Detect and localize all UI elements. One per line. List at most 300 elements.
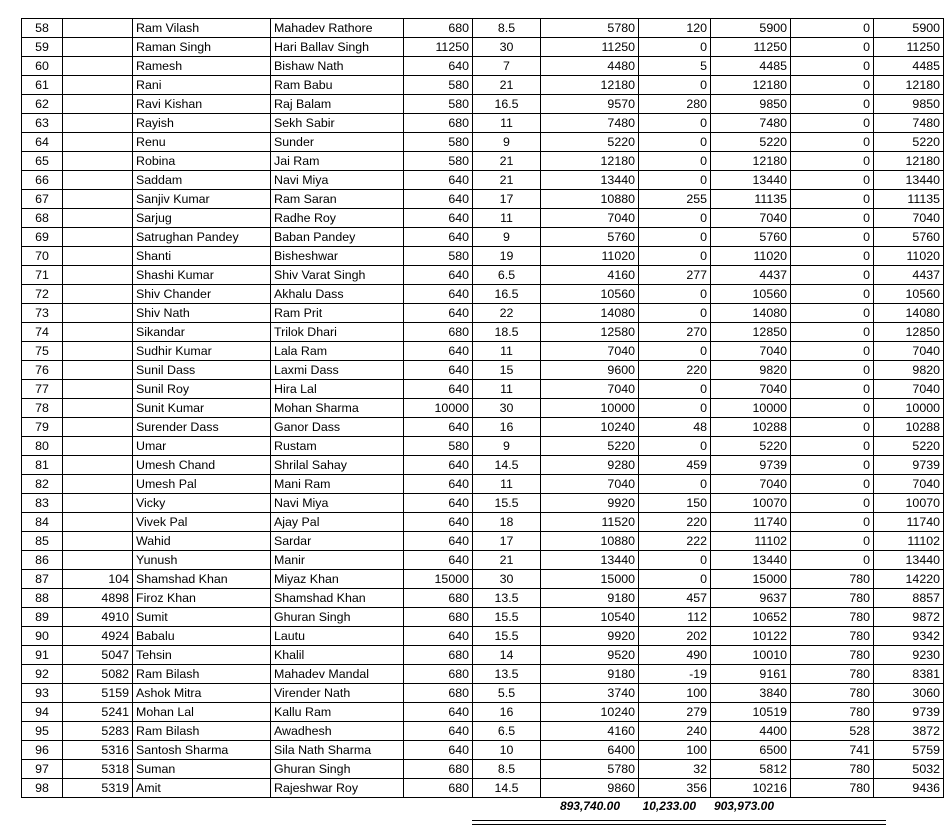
total-amount: 893,740.00 bbox=[559, 799, 620, 813]
cell-serial: 65 bbox=[22, 152, 63, 171]
cell-adjustment: 0 bbox=[639, 380, 711, 399]
cell-father-name: Sardar bbox=[271, 532, 404, 551]
cell-net: 14080 bbox=[874, 304, 944, 323]
cell-father-name: Mahadev Mandal bbox=[271, 665, 404, 684]
cell-rate: 640 bbox=[404, 532, 473, 551]
cell-emp-code bbox=[63, 304, 133, 323]
table-row bbox=[22, 418, 944, 437]
cell-rate: 640 bbox=[404, 190, 473, 209]
cell-deduction: 528 bbox=[791, 722, 874, 741]
table-row bbox=[22, 171, 944, 190]
cell-rate: 640 bbox=[404, 361, 473, 380]
cell-emp-code: 5082 bbox=[63, 665, 133, 684]
cell-days: 16.5 bbox=[473, 95, 541, 114]
cell-father-name: Ram Prit bbox=[271, 304, 404, 323]
cell-adjustment: 222 bbox=[639, 532, 711, 551]
cell-serial: 74 bbox=[22, 323, 63, 342]
cell-days: 11 bbox=[473, 342, 541, 361]
cell-adjustment: 32 bbox=[639, 760, 711, 779]
cell-emp-code: 5319 bbox=[63, 779, 133, 798]
cell-adjustment: 240 bbox=[639, 722, 711, 741]
cell-emp-code: 4898 bbox=[63, 589, 133, 608]
cell-name: Rani bbox=[133, 76, 271, 95]
cell-adjustment: 0 bbox=[639, 570, 711, 589]
cell-days: 11 bbox=[473, 209, 541, 228]
cell-serial: 85 bbox=[22, 532, 63, 551]
cell-rate: 680 bbox=[404, 760, 473, 779]
cell-gross: 5900 bbox=[711, 19, 791, 38]
cell-adjustment: 0 bbox=[639, 38, 711, 57]
cell-father-name: Ram Saran bbox=[271, 190, 404, 209]
table-row bbox=[22, 646, 944, 665]
cell-rate: 580 bbox=[404, 247, 473, 266]
total-gross: 903,973.00 bbox=[713, 799, 774, 813]
cell-emp-code bbox=[63, 399, 133, 418]
cell-serial: 58 bbox=[22, 19, 63, 38]
table-row bbox=[22, 532, 944, 551]
cell-father-name: Lala Ram bbox=[271, 342, 404, 361]
cell-amount: 11020 bbox=[541, 247, 639, 266]
cell-days: 17 bbox=[473, 532, 541, 551]
cell-name: Surender Dass bbox=[133, 418, 271, 437]
cell-rate: 640 bbox=[404, 513, 473, 532]
cell-name: Babalu bbox=[133, 627, 271, 646]
cell-gross: 5812 bbox=[711, 760, 791, 779]
cell-net: 9850 bbox=[874, 95, 944, 114]
cell-adjustment: 100 bbox=[639, 684, 711, 703]
cell-amount: 11520 bbox=[541, 513, 639, 532]
cell-days: 15.5 bbox=[473, 494, 541, 513]
cell-father-name: Lautu bbox=[271, 627, 404, 646]
cell-gross: 10010 bbox=[711, 646, 791, 665]
cell-name: Yunush bbox=[133, 551, 271, 570]
cell-days: 6.5 bbox=[473, 266, 541, 285]
cell-emp-code: 4910 bbox=[63, 608, 133, 627]
cell-name: Sunit Kumar bbox=[133, 399, 271, 418]
cell-amount: 10880 bbox=[541, 190, 639, 209]
cell-days: 11 bbox=[473, 475, 541, 494]
cell-serial: 81 bbox=[22, 456, 63, 475]
cell-father-name: Baban Pandey bbox=[271, 228, 404, 247]
cell-emp-code bbox=[63, 114, 133, 133]
cell-amount: 9280 bbox=[541, 456, 639, 475]
cell-gross: 10560 bbox=[711, 285, 791, 304]
cell-amount: 7040 bbox=[541, 380, 639, 399]
cell-days: 5.5 bbox=[473, 684, 541, 703]
cell-name: Mohan Lal bbox=[133, 703, 271, 722]
cell-father-name: Navi Miya bbox=[271, 171, 404, 190]
table-row bbox=[22, 570, 944, 589]
cell-amount: 10000 bbox=[541, 399, 639, 418]
table-row bbox=[22, 190, 944, 209]
cell-deduction: 780 bbox=[791, 608, 874, 627]
cell-days: 18 bbox=[473, 513, 541, 532]
cell-gross: 7480 bbox=[711, 114, 791, 133]
cell-adjustment: 0 bbox=[639, 247, 711, 266]
cell-gross: 10288 bbox=[711, 418, 791, 437]
cell-emp-code bbox=[63, 76, 133, 95]
table-row bbox=[22, 665, 944, 684]
cell-name: Vivek Pal bbox=[133, 513, 271, 532]
cell-serial: 59 bbox=[22, 38, 63, 57]
cell-name: Sumit bbox=[133, 608, 271, 627]
cell-days: 30 bbox=[473, 399, 541, 418]
cell-rate: 640 bbox=[404, 494, 473, 513]
cell-father-name: Khalil bbox=[271, 646, 404, 665]
cell-deduction: 0 bbox=[791, 285, 874, 304]
cell-amount: 7040 bbox=[541, 342, 639, 361]
cell-emp-code bbox=[63, 247, 133, 266]
cell-serial: 60 bbox=[22, 57, 63, 76]
table-row bbox=[22, 779, 944, 798]
cell-days: 16 bbox=[473, 418, 541, 437]
cell-amount: 9920 bbox=[541, 494, 639, 513]
cell-adjustment: 220 bbox=[639, 361, 711, 380]
cell-amount: 12180 bbox=[541, 76, 639, 95]
table-row bbox=[22, 323, 944, 342]
table-row bbox=[22, 399, 944, 418]
table-row bbox=[22, 304, 944, 323]
cell-serial: 76 bbox=[22, 361, 63, 380]
cell-gross: 12180 bbox=[711, 76, 791, 95]
cell-father-name: Radhe Roy bbox=[271, 209, 404, 228]
cell-days: 9 bbox=[473, 133, 541, 152]
cell-deduction: 0 bbox=[791, 551, 874, 570]
cell-emp-code bbox=[63, 418, 133, 437]
cell-deduction: 0 bbox=[791, 57, 874, 76]
cell-serial: 64 bbox=[22, 133, 63, 152]
cell-adjustment: 457 bbox=[639, 589, 711, 608]
table-row bbox=[22, 703, 944, 722]
cell-father-name: Bisheshwar bbox=[271, 247, 404, 266]
cell-serial: 90 bbox=[22, 627, 63, 646]
cell-emp-code bbox=[63, 551, 133, 570]
cell-deduction: 0 bbox=[791, 209, 874, 228]
cell-amount: 4160 bbox=[541, 722, 639, 741]
cell-name: Ram Bilash bbox=[133, 722, 271, 741]
cell-name: Raman Singh bbox=[133, 38, 271, 57]
cell-father-name: Ajay Pal bbox=[271, 513, 404, 532]
cell-name: Vicky bbox=[133, 494, 271, 513]
cell-adjustment: 0 bbox=[639, 133, 711, 152]
cell-net: 5760 bbox=[874, 228, 944, 247]
cell-adjustment: 0 bbox=[639, 551, 711, 570]
cell-father-name: Ganor Dass bbox=[271, 418, 404, 437]
cell-adjustment: 490 bbox=[639, 646, 711, 665]
cell-adjustment: 0 bbox=[639, 285, 711, 304]
cell-adjustment: 0 bbox=[639, 304, 711, 323]
cell-deduction: 0 bbox=[791, 247, 874, 266]
cell-serial: 72 bbox=[22, 285, 63, 304]
cell-amount: 5760 bbox=[541, 228, 639, 247]
cell-emp-code bbox=[63, 19, 133, 38]
cell-days: 14.5 bbox=[473, 456, 541, 475]
cell-days: 8.5 bbox=[473, 760, 541, 779]
cell-amount: 12580 bbox=[541, 323, 639, 342]
cell-serial: 70 bbox=[22, 247, 63, 266]
cell-deduction: 0 bbox=[791, 171, 874, 190]
cell-net: 11102 bbox=[874, 532, 944, 551]
cell-father-name: Mohan Sharma bbox=[271, 399, 404, 418]
cell-emp-code bbox=[63, 342, 133, 361]
cell-rate: 680 bbox=[404, 608, 473, 627]
cell-deduction: 780 bbox=[791, 627, 874, 646]
cell-father-name: Laxmi Dass bbox=[271, 361, 404, 380]
cell-amount: 5220 bbox=[541, 437, 639, 456]
cell-rate: 580 bbox=[404, 76, 473, 95]
cell-adjustment: 0 bbox=[639, 342, 711, 361]
cell-days: 14.5 bbox=[473, 779, 541, 798]
cell-net: 9739 bbox=[874, 703, 944, 722]
cell-name: Sanjiv Kumar bbox=[133, 190, 271, 209]
cell-days: 16.5 bbox=[473, 285, 541, 304]
cell-days: 8.5 bbox=[473, 19, 541, 38]
cell-emp-code bbox=[63, 380, 133, 399]
cell-gross: 9850 bbox=[711, 95, 791, 114]
cell-emp-code bbox=[63, 532, 133, 551]
cell-net: 11020 bbox=[874, 247, 944, 266]
cell-emp-code bbox=[63, 228, 133, 247]
cell-rate: 640 bbox=[404, 722, 473, 741]
cell-rate: 15000 bbox=[404, 570, 473, 589]
cell-emp-code bbox=[63, 209, 133, 228]
cell-father-name: Shrilal Sahay bbox=[271, 456, 404, 475]
cell-days: 21 bbox=[473, 171, 541, 190]
cell-days: 21 bbox=[473, 76, 541, 95]
cell-adjustment: 0 bbox=[639, 76, 711, 95]
cell-father-name: Ghuran Singh bbox=[271, 608, 404, 627]
cell-serial: 96 bbox=[22, 741, 63, 760]
cell-net: 8381 bbox=[874, 665, 944, 684]
table-row bbox=[22, 95, 944, 114]
cell-days: 22 bbox=[473, 304, 541, 323]
cell-name: Suman bbox=[133, 760, 271, 779]
cell-adjustment: 279 bbox=[639, 703, 711, 722]
cell-deduction: 0 bbox=[791, 266, 874, 285]
cell-name: Ashok Mitra bbox=[133, 684, 271, 703]
table-row bbox=[22, 247, 944, 266]
cell-name: Umesh Chand bbox=[133, 456, 271, 475]
cell-amount: 9600 bbox=[541, 361, 639, 380]
cell-rate: 10000 bbox=[404, 399, 473, 418]
cell-gross: 5220 bbox=[711, 437, 791, 456]
table-row bbox=[22, 437, 944, 456]
cell-deduction: 0 bbox=[791, 532, 874, 551]
cell-rate: 640 bbox=[404, 703, 473, 722]
cell-name: Sunil Roy bbox=[133, 380, 271, 399]
cell-emp-code bbox=[63, 95, 133, 114]
cell-deduction: 0 bbox=[791, 437, 874, 456]
cell-net: 7480 bbox=[874, 114, 944, 133]
table-row bbox=[22, 152, 944, 171]
cell-net: 12180 bbox=[874, 152, 944, 171]
cell-net: 5220 bbox=[874, 133, 944, 152]
cell-gross: 10122 bbox=[711, 627, 791, 646]
cell-name: Shiv Chander bbox=[133, 285, 271, 304]
cell-days: 13.5 bbox=[473, 665, 541, 684]
cell-adjustment: 202 bbox=[639, 627, 711, 646]
cell-serial: 94 bbox=[22, 703, 63, 722]
cell-deduction: 780 bbox=[791, 703, 874, 722]
cell-emp-code bbox=[63, 323, 133, 342]
cell-father-name: Ghuran Singh bbox=[271, 760, 404, 779]
cell-serial: 73 bbox=[22, 304, 63, 323]
cell-serial: 80 bbox=[22, 437, 63, 456]
table-row bbox=[22, 494, 944, 513]
cell-net: 9230 bbox=[874, 646, 944, 665]
cell-net: 3872 bbox=[874, 722, 944, 741]
totals-double-underline bbox=[472, 820, 886, 825]
cell-rate: 640 bbox=[404, 475, 473, 494]
cell-rate: 680 bbox=[404, 589, 473, 608]
cell-gross: 9820 bbox=[711, 361, 791, 380]
table-row bbox=[22, 589, 944, 608]
cell-rate: 640 bbox=[404, 741, 473, 760]
cell-name: Shashi Kumar bbox=[133, 266, 271, 285]
cell-net: 10000 bbox=[874, 399, 944, 418]
cell-adjustment: 459 bbox=[639, 456, 711, 475]
cell-adjustment: 100 bbox=[639, 741, 711, 760]
cell-name: Sudhir Kumar bbox=[133, 342, 271, 361]
table-row bbox=[22, 38, 944, 57]
cell-amount: 7040 bbox=[541, 209, 639, 228]
cell-father-name: Mani Ram bbox=[271, 475, 404, 494]
cell-serial: 93 bbox=[22, 684, 63, 703]
cell-serial: 63 bbox=[22, 114, 63, 133]
cell-father-name: Miyaz Khan bbox=[271, 570, 404, 589]
cell-deduction: 0 bbox=[791, 19, 874, 38]
cell-deduction: 0 bbox=[791, 114, 874, 133]
cell-rate: 640 bbox=[404, 456, 473, 475]
cell-adjustment: 150 bbox=[639, 494, 711, 513]
cell-emp-code: 104 bbox=[63, 570, 133, 589]
cell-rate: 640 bbox=[404, 57, 473, 76]
cell-father-name: Virender Nath bbox=[271, 684, 404, 703]
cell-amount: 9860 bbox=[541, 779, 639, 798]
cell-rate: 680 bbox=[404, 665, 473, 684]
cell-name: Rayish bbox=[133, 114, 271, 133]
cell-deduction: 0 bbox=[791, 475, 874, 494]
cell-gross: 4437 bbox=[711, 266, 791, 285]
cell-emp-code: 5316 bbox=[63, 741, 133, 760]
cell-serial: 79 bbox=[22, 418, 63, 437]
cell-name: Firoz Khan bbox=[133, 589, 271, 608]
cell-amount: 10540 bbox=[541, 608, 639, 627]
cell-amount: 9180 bbox=[541, 665, 639, 684]
cell-emp-code: 4924 bbox=[63, 627, 133, 646]
cell-days: 21 bbox=[473, 152, 541, 171]
table-row bbox=[22, 342, 944, 361]
cell-amount: 12180 bbox=[541, 152, 639, 171]
cell-deduction: 0 bbox=[791, 456, 874, 475]
cell-gross: 5220 bbox=[711, 133, 791, 152]
table-body bbox=[22, 19, 944, 798]
cell-serial: 87 bbox=[22, 570, 63, 589]
cell-deduction: 0 bbox=[791, 190, 874, 209]
cell-amount: 9180 bbox=[541, 589, 639, 608]
cell-rate: 640 bbox=[404, 304, 473, 323]
cell-adjustment: 0 bbox=[639, 171, 711, 190]
cell-serial: 84 bbox=[22, 513, 63, 532]
cell-serial: 82 bbox=[22, 475, 63, 494]
cell-father-name: Sunder bbox=[271, 133, 404, 152]
cell-rate: 640 bbox=[404, 627, 473, 646]
cell-deduction: 0 bbox=[791, 76, 874, 95]
cell-serial: 86 bbox=[22, 551, 63, 570]
cell-days: 15.5 bbox=[473, 627, 541, 646]
cell-deduction: 780 bbox=[791, 779, 874, 798]
cell-days: 14 bbox=[473, 646, 541, 665]
cell-serial: 69 bbox=[22, 228, 63, 247]
cell-serial: 77 bbox=[22, 380, 63, 399]
cell-amount: 14080 bbox=[541, 304, 639, 323]
cell-deduction: 780 bbox=[791, 589, 874, 608]
cell-net: 10070 bbox=[874, 494, 944, 513]
table-row bbox=[22, 361, 944, 380]
cell-amount: 11250 bbox=[541, 38, 639, 57]
cell-days: 18.5 bbox=[473, 323, 541, 342]
cell-rate: 640 bbox=[404, 266, 473, 285]
cell-adjustment: 280 bbox=[639, 95, 711, 114]
cell-amount: 9520 bbox=[541, 646, 639, 665]
cell-name: Saddam bbox=[133, 171, 271, 190]
cell-deduction: 741 bbox=[791, 741, 874, 760]
cell-gross: 11135 bbox=[711, 190, 791, 209]
table-row bbox=[22, 285, 944, 304]
cell-gross: 10000 bbox=[711, 399, 791, 418]
cell-rate: 640 bbox=[404, 551, 473, 570]
cell-amount: 9570 bbox=[541, 95, 639, 114]
register-table bbox=[21, 18, 944, 798]
cell-gross: 12850 bbox=[711, 323, 791, 342]
cell-serial: 95 bbox=[22, 722, 63, 741]
table-row bbox=[22, 380, 944, 399]
cell-emp-code bbox=[63, 38, 133, 57]
cell-serial: 89 bbox=[22, 608, 63, 627]
cell-amount: 10880 bbox=[541, 532, 639, 551]
cell-net: 9872 bbox=[874, 608, 944, 627]
cell-days: 17 bbox=[473, 190, 541, 209]
cell-adjustment: 48 bbox=[639, 418, 711, 437]
cell-deduction: 0 bbox=[791, 513, 874, 532]
table-row bbox=[22, 684, 944, 703]
table-row bbox=[22, 741, 944, 760]
cell-amount: 10240 bbox=[541, 418, 639, 437]
cell-name: Umar bbox=[133, 437, 271, 456]
cell-name: Sarjug bbox=[133, 209, 271, 228]
table-row bbox=[22, 57, 944, 76]
cell-deduction: 780 bbox=[791, 646, 874, 665]
cell-amount: 4480 bbox=[541, 57, 639, 76]
cell-rate: 680 bbox=[404, 684, 473, 703]
cell-serial: 61 bbox=[22, 76, 63, 95]
cell-net: 9342 bbox=[874, 627, 944, 646]
cell-net: 9436 bbox=[874, 779, 944, 798]
cell-gross: 9739 bbox=[711, 456, 791, 475]
cell-deduction: 0 bbox=[791, 418, 874, 437]
cell-emp-code bbox=[63, 513, 133, 532]
cell-name: Sunil Dass bbox=[133, 361, 271, 380]
cell-rate: 680 bbox=[404, 779, 473, 798]
cell-rate: 640 bbox=[404, 418, 473, 437]
cell-gross: 11740 bbox=[711, 513, 791, 532]
cell-gross: 10070 bbox=[711, 494, 791, 513]
cell-adjustment: 356 bbox=[639, 779, 711, 798]
cell-gross: 12180 bbox=[711, 152, 791, 171]
cell-serial: 92 bbox=[22, 665, 63, 684]
table-row bbox=[22, 133, 944, 152]
cell-amount: 5780 bbox=[541, 760, 639, 779]
